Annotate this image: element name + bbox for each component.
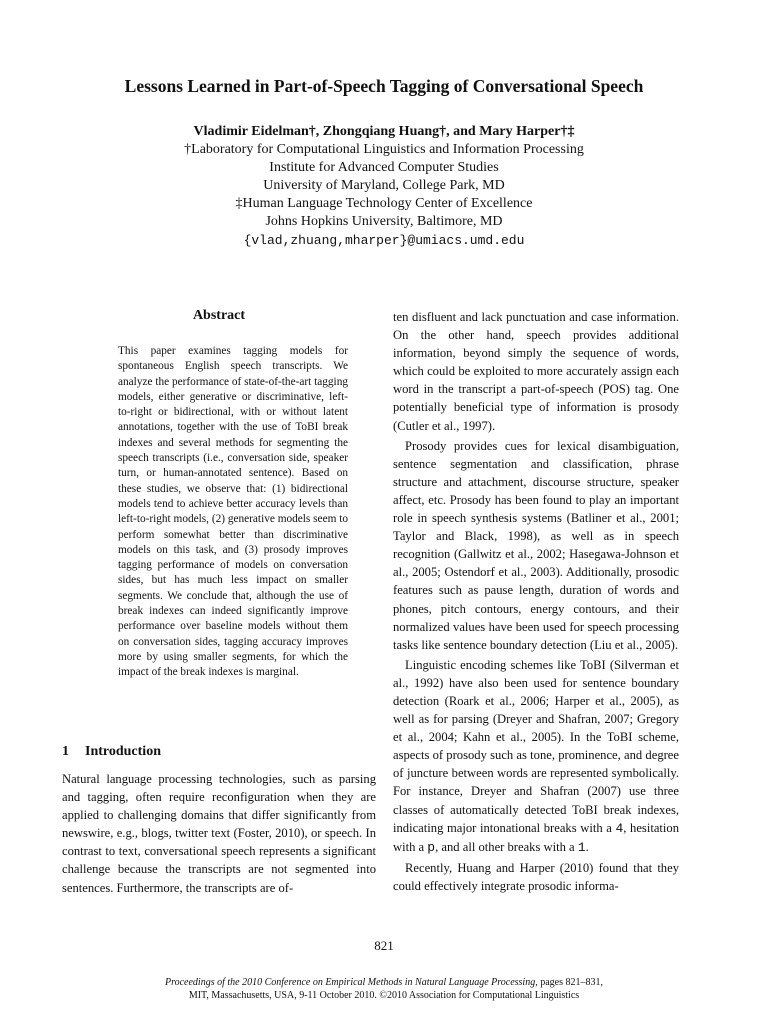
footer-pages: , pages 821–831, — [535, 977, 603, 988]
code-token: 4 — [615, 820, 624, 836]
abstract-heading: Abstract — [192, 308, 246, 323]
footer — [0, 976, 768, 1002]
email-addresses: {vlad,zhuang,mharper}@umiacs.umd.edu — [243, 232, 525, 248]
affiliation-line: University of Maryland, College Park, MD — [263, 178, 505, 194]
section-title: Introduction — [85, 744, 161, 759]
affiliation-line: Institute for Advanced Computer Studies — [269, 160, 499, 176]
paragraph-text: . — [585, 839, 589, 854]
paragraph: ten disfluent and lack punctuation and case information. On the other hand, speech provides additional information, beyond simply the sequence of words, which could be exploited to more accurately assign each word in the transcript a part-of-speech (POS) tag. One potentially beneficial type of information is prosody (Cutler et al., 1997). — [393, 310, 679, 433]
paragraph-text: Linguistic encoding schemes like ToBI (Silverman et al., 1992) have also been used for sentence boundary detection (Roark et al., 2006; Harper et al., 2005), as well as for parsing (Dreyer and Shafran, 2007; Gregory et al., 2004; Kahn et al., 2005). In the ToBI scheme, aspects of prosody such as tone, prominence, and degree of juncture between words are represented symbolically. For instance, Dreyer and Shafran (2007) use three classes of automatically detected ToBI break indexes, indicating major intonational breaks with a — [393, 657, 679, 835]
introduction-paragraph: Natural language processing technologies, such as parsing and tagging, often require reconfiguration when they are applied to challenging domains that differ significantly from newswire, e.g., blogs, twitter text (Foster, 2010), or speech. In contrast to text, conversational speech represents a significant challenge because the transcripts are not segmented into sentences. Furthermore, the transcripts are of- — [62, 772, 376, 895]
author-block — [0, 123, 768, 250]
right-column — [393, 308, 679, 895]
section-number: 1 — [62, 744, 69, 759]
code-token: 1 — [577, 839, 586, 855]
code-token: p — [427, 839, 436, 855]
paragraph: Prosody provides cues for lexical disambiguation, sentence segmentation and classification, phrase structure and attachment, discourse structure, speaker affect, etc. Prosody has been found to play an important role in speech synthesis systems (Batliner et al., 2001; Taylor and Black, 1998), as well as in speech recognition (Gallwitz et al., 2002; Hasegawa-Johnson et al., 2005; Ostendorf et al., 2003). Additionally, prosodic features such as pause length, duration of words and phones, pitch contours, energy contours, and their normalized values have been used for speech processing tasks like sentence boundary detection (Liu et al., 2005). — [393, 438, 679, 652]
paper-title: Lessons Learned in Part-of-Speech Tagging of Conversational Speech — [124, 76, 644, 96]
page-number: 821 — [374, 938, 394, 953]
paragraph-text: , and all other breaks with a — [435, 839, 575, 854]
affiliation-line: Johns Hopkins University, Baltimore, MD — [265, 214, 503, 230]
footer-line-2: MIT, Massachusetts, USA, 9-11 October 2010. ©2010 Association for Computational Linguistics — [188, 990, 580, 1001]
proceedings-title: Proceedings of the 2010 Conference on Empirical Methods in Natural Language Processing — [164, 977, 536, 988]
affiliation-line: ‡Human Language Technology Center of Excellence — [235, 196, 533, 212]
paragraph-text: , hesitation with a — [393, 820, 679, 854]
author-list: Vladimir Eidelman†, Zhongqiang Huang†, and Mary Harper†‡ — [193, 124, 575, 139]
affiliation-line: †Laboratory for Computational Linguistics and Information Processing — [184, 142, 584, 158]
paragraph: Recently, Huang and Harper (2010) found that they could effectively integrate prosodic informa- — [393, 860, 679, 893]
paragraph — [393, 656, 679, 857]
abstract-text: This paper examines tagging models for spontaneous English speech transcripts. We analyze the performance of state-of-the-art tagging models, either generative or discriminative, left-to-right or bidirectional, with or without latent annotations, together with the use of ToBI break indexes and several methods for segmenting the speech transcripts (i.e., conversation side, speaker turn, or human-annotated sentence). Based on these studies, we observe that: (1) bidirectional models tend to achieve better accuracy levels than left-to-right models, (2) generative models seem to perform somewhat better than discriminative models on this task, and (3) prosody improves tagging performance of models on conversation sides, but has much less impact on smaller segments. We conclude that, although the use of break indexes can indeed significantly improve performance over baseline models without them on conversation sides, tagging accuracy improves more by using smaller segments, for which the impact of the break indexes is marginal. — [118, 345, 348, 679]
section-heading-introduction — [62, 744, 376, 760]
footer-line-1 — [0, 976, 768, 989]
